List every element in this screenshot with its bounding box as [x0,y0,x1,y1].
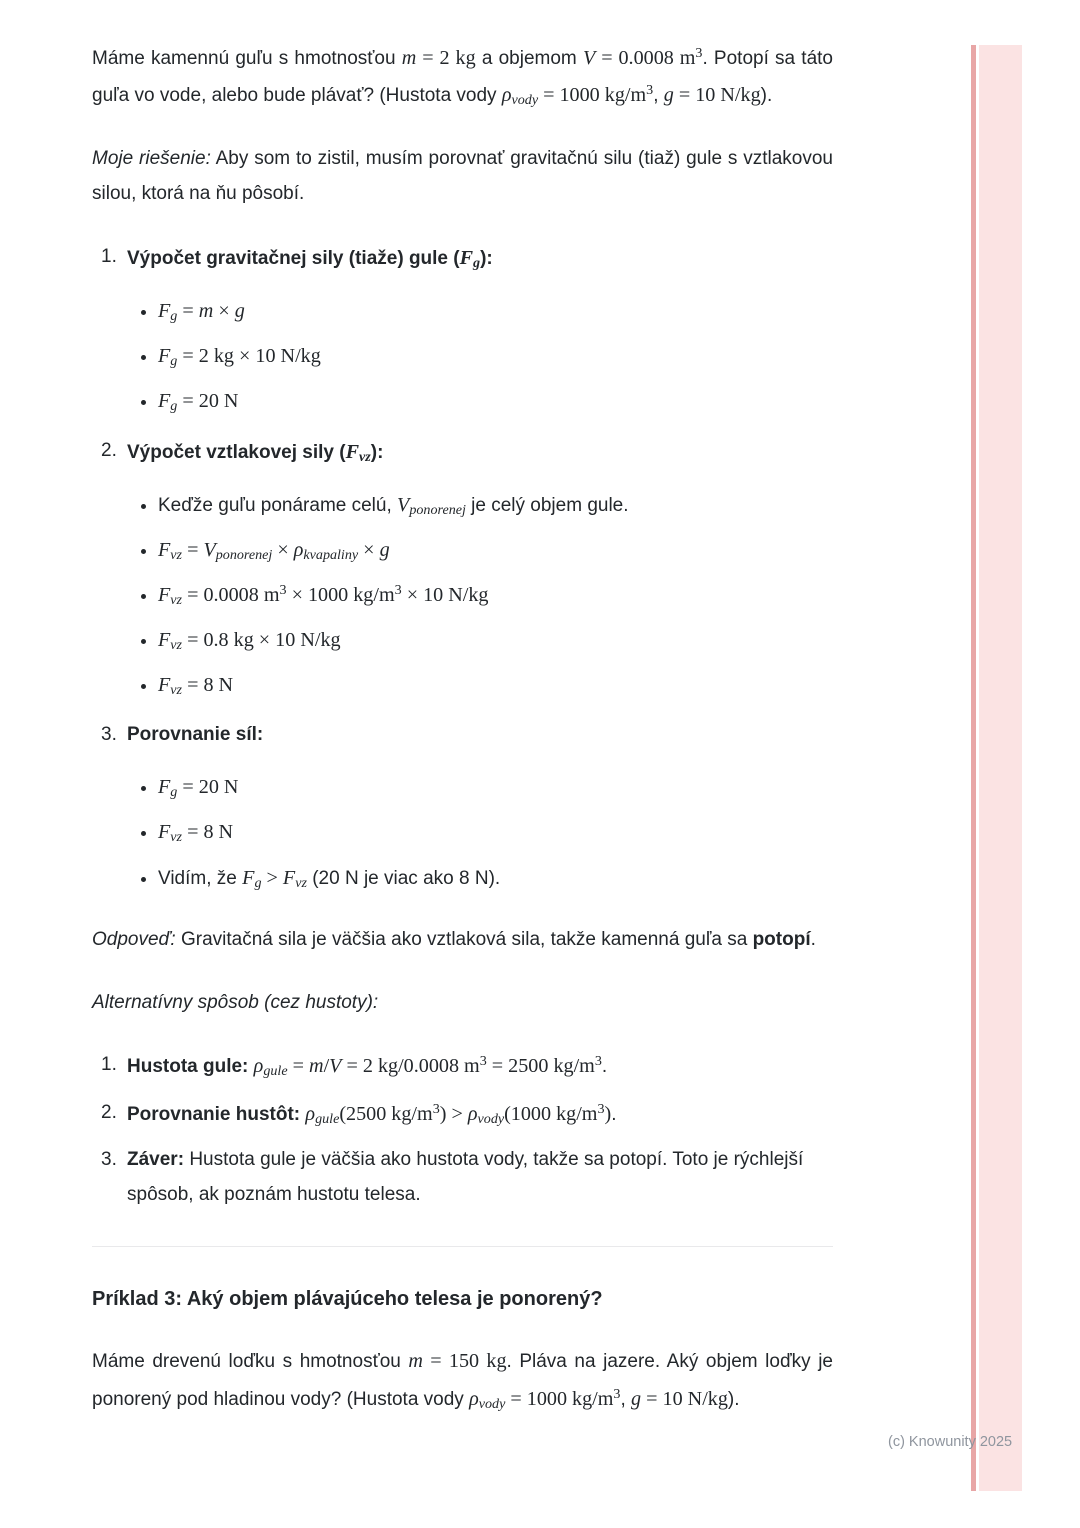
step-bullets [127,293,833,420]
problem-statement: Máme kamennú guľu s hmotnosťou m = 2 kg a objemom V = 0.0008 $m^3$. Potopí sa táto guľa vo vode, alebo bude plávať? (Hustota vody $\rho_{vody} = 1000$ $kg/m^3$, g = 10 N/kg). [92,44,833,109]
math-expression: $F_{vz} = 8$ N [158,674,234,699]
solution-intro: Moje riešenie: Aby som to zistil, musím porovnať gravitačnú silu (tiaž) gule s vztlakovou silou, ktorá na ňu pôsobí. [92,148,833,205]
solution-steps-list [92,240,833,897]
math-expression: m = 150 kg [408,1350,507,1373]
step-title: Porovnanie síl: [127,724,264,746]
step-title: Porovnanie hustôt: $\rho_{gule}(2500$ $kg/m^3) > \rho_{vody}(1000$ $kg/m^3$). [127,1100,617,1127]
example3-statement: Máme drevenú loďku s hmotnosťou m = 150 kg. Pláva na jazere. Aký objem loďky je ponorený pod hladinou vody? (Hustota vody $\rho_{vody} = 1000$ $kg/m^3$, g = 10 N/kg). [92,1350,833,1412]
math-expression: $F_g$ [459,247,481,272]
bullet-item [158,667,833,704]
example3-heading: Príklad 3: Aký objem plávajúceho telesa je ponorený? [92,1288,603,1311]
math-expression: $F_{vz}$ [345,441,371,466]
math-expression: $F_g = 20$ N [158,776,239,801]
math-expression: $F_{vz} = 0.8$ kg × 10 N/kg [158,629,341,654]
math-expression: g = 10 N/kg [631,1387,728,1410]
document-content [92,40,833,1446]
step-title: Výpočet gravitačnej sily (tiaže) gule $(F_g)$: [127,247,493,272]
list-step [92,718,833,896]
bullet-item [158,622,833,659]
step-title: Záver: Hustota gule je väčšia ako hustota vody, takže sa potopí. Toto je rýchlejší spôsob, ak poznám hustotu telesa. [127,1148,804,1205]
bullet-item [158,338,833,375]
list-step [92,240,833,420]
section-divider [92,1246,833,1247]
answer-paragraph: Odpoveď: Gravitačná sila je väčšia ako vztlaková sila, takže kamenná guľa sa potopí. [92,928,816,950]
bullet-item [158,532,833,569]
math-expression: $F_{vz} = 0.0008$ $m^3 \times 1000$ $kg/m^3 \times 10$ N/kg [158,582,489,609]
bullet-item [158,383,833,420]
step-bullets [127,487,833,704]
math-expression: m = 2 kg [401,47,476,69]
math-expression: $F_{vz} = V_{ponorenej} \times \rho_{kvapaliny} \times g$ [158,539,390,564]
step-title: Výpočet vztlakovej sily $(F_{vz})$: [127,441,384,466]
list-step [92,1096,833,1133]
math-expression: $V_{ponorenej}$ [397,494,466,519]
bullet-item: • Keďže guľu ponárame celú, $V_{ponorenej}$ je celý objem gule. [158,487,833,524]
math-expression: $\rho_{vody} = 1000$ $kg/m^3$ [501,82,654,109]
bullet-item [158,577,833,614]
right-edge-accent-line [971,45,976,1491]
step-title: Hustota gule: $\rho_{gule} = m/V = 2$ kg/0.0008 $m^3 = 2500$ $kg/m^3$. [127,1053,608,1080]
math-expression: V = 0.0008 $m^3$ [582,44,703,69]
bullet-item [158,769,833,806]
alternative-intro: Alternatívny spôsob (cez hustoty): [92,991,379,1013]
right-edge-highlight-bar [979,45,1022,1491]
copyright-label: (c) Knowunity 2025 [888,1434,1013,1450]
list-step [92,1048,833,1085]
math-expression: $F_g = 20$ N [158,390,239,415]
bullet-item: • Vidím, že $F_g > F_{vz}$ (20 N je viac ako 8 N). [158,860,833,897]
math-expression: $F_g = 2$ kg × 10 N/kg [158,345,321,370]
math-expression: $\rho_{gule} = m/V = 2$ kg/0.0008 $m^3 = 2500$ $kg/m^3$ [253,1053,602,1080]
list-step [92,1143,833,1213]
math-expression: $\rho_{gule}(2500$ $kg/m^3) > \rho_{vody}(1000$ $kg/m^3$) [305,1100,612,1127]
bullet-item [158,293,833,330]
alternative-steps-list [92,1048,833,1212]
math-expression: $\rho_{vody} = 1000$ $kg/m^3$ [469,1385,621,1412]
math-expression: $F_g > F_{vz}$ [242,866,307,891]
math-expression: $F_{vz} = 8$ N [158,821,234,846]
math-expression: g = 10 N/kg [663,84,761,107]
step-bullets [127,769,833,896]
bullet-item [158,814,833,851]
math-expression: $F_g = m \times g$ [158,300,245,325]
list-step [92,434,833,704]
